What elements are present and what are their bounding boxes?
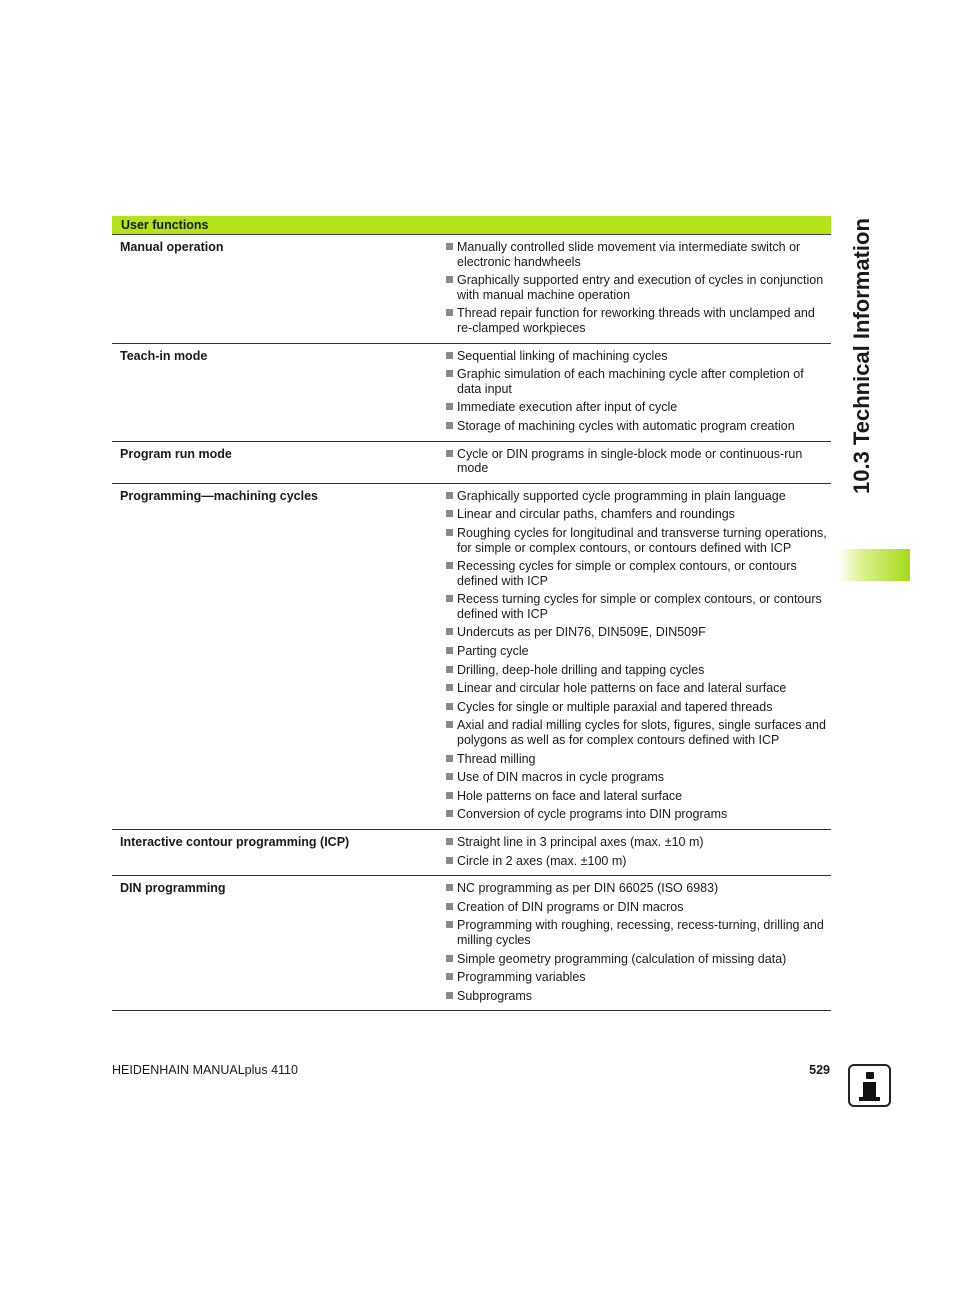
section-label: Teach-in mode <box>120 348 208 363</box>
square-bullet-icon <box>446 857 453 864</box>
table-header: User functions <box>112 216 831 235</box>
list-item-text: Graphic simulation of each machining cycle after completion of data input <box>457 367 804 396</box>
list-item-text: Drilling, deep-hole drilling and tapping cycles <box>457 662 705 677</box>
list-item <box>445 854 831 869</box>
list-item <box>445 419 831 434</box>
square-bullet-icon <box>446 529 453 536</box>
square-bullet-icon <box>446 309 453 316</box>
square-bullet-icon <box>446 666 453 673</box>
section-label: Program run mode <box>120 446 232 461</box>
chapter-tab-marker <box>838 549 910 581</box>
list-item-text: NC programming as per DIN 66025 (ISO 6983) <box>457 881 719 896</box>
square-bullet-icon <box>446 903 453 910</box>
list-item-text: Cycle or DIN programs in single-block mode or continuous-run mode <box>457 446 803 476</box>
list-item <box>445 349 831 364</box>
info-icon <box>848 1064 891 1107</box>
table-body <box>112 235 831 1011</box>
list-item-text: Simple geometry programming (calculation of missing data) <box>457 951 787 966</box>
square-bullet-icon <box>446 955 453 962</box>
list-item <box>445 918 831 947</box>
square-bullet-icon <box>446 773 453 780</box>
list-item <box>445 700 831 715</box>
square-bullet-icon <box>446 647 453 654</box>
table-row <box>112 876 831 1011</box>
square-bullet-icon <box>446 973 453 980</box>
list-item-text: Subprograms <box>457 988 533 1003</box>
square-bullet-icon <box>446 450 453 457</box>
square-bullet-icon <box>446 684 453 691</box>
square-bullet-icon <box>446 595 453 602</box>
square-bullet-icon <box>446 838 453 845</box>
square-bullet-icon <box>446 352 453 359</box>
section-label: Interactive contour programming (ICP) <box>120 835 350 849</box>
list-item-text: Undercuts as per DIN76, DIN509E, DIN509F <box>457 625 706 640</box>
feature-list <box>445 240 831 336</box>
section-label: Programming—machining cycles <box>120 488 318 503</box>
list-item <box>445 625 831 640</box>
list-item-text: Use of DIN macros in cycle programs <box>457 770 665 785</box>
list-item <box>445 663 831 678</box>
square-bullet-icon <box>446 562 453 569</box>
list-item <box>445 770 831 785</box>
list-item <box>445 835 831 850</box>
feature-list <box>445 489 831 822</box>
table-row <box>112 830 831 876</box>
square-bullet-icon <box>446 370 453 377</box>
list-item <box>445 952 831 967</box>
list-item <box>445 592 831 621</box>
list-item-text: Hole patterns on face and lateral surface <box>457 788 683 803</box>
square-bullet-icon <box>446 403 453 410</box>
square-bullet-icon <box>446 492 453 499</box>
feature-list <box>445 881 831 1003</box>
list-item <box>445 240 831 269</box>
list-item-text: Parting cycle <box>457 644 529 659</box>
list-item-text: Straight line in 3 principal axes (max. ±10 m) <box>457 835 704 849</box>
list-item <box>445 900 831 915</box>
square-bullet-icon <box>446 755 453 762</box>
list-item <box>445 718 831 747</box>
square-bullet-icon <box>446 703 453 710</box>
list-item-text: Graphically supported entry and execution of cycles in conjunction with manual machine operation <box>457 273 824 302</box>
list-item-text: Circle in 2 axes (max. ±100 m) <box>457 853 627 868</box>
square-bullet-icon <box>446 276 453 283</box>
list-item-text: Recessing cycles for simple or complex contours, or contours defined with ICP <box>457 559 797 588</box>
list-item-text: Storage of machining cycles with automatic program creation <box>457 418 795 433</box>
list-item-text: Programming variables <box>457 970 586 985</box>
table-row <box>112 484 831 830</box>
list-item <box>445 989 831 1004</box>
list-item-text: Graphically supported cycle programming in plain language <box>457 488 786 503</box>
list-item <box>445 807 831 822</box>
list-item <box>445 273 831 302</box>
list-item <box>445 306 831 335</box>
list-item <box>445 881 831 896</box>
list-item <box>445 752 831 767</box>
table-row <box>112 235 831 344</box>
square-bullet-icon <box>446 992 453 999</box>
list-item <box>445 644 831 659</box>
list-item-text: Manually controlled slide movement via intermediate switch or electronic handwheels <box>457 240 801 269</box>
list-item <box>445 970 831 985</box>
square-bullet-icon <box>446 243 453 250</box>
list-item-text: Recess turning cycles for simple or complex contours, or contours defined with ICP <box>457 592 822 621</box>
user-functions-table <box>112 216 831 1011</box>
list-item-text: Programming with roughing, recessing, recess-turning, drilling and milling cycles <box>457 918 824 947</box>
list-item-text: Creation of DIN programs or DIN macros <box>457 899 684 914</box>
list-item-text: Linear and circular paths, chamfers and roundings <box>457 507 735 522</box>
list-item <box>445 489 831 504</box>
list-item <box>445 400 831 415</box>
list-item <box>445 447 831 476</box>
square-bullet-icon <box>446 628 453 635</box>
feature-list <box>445 835 831 868</box>
feature-list <box>445 349 831 434</box>
section-label: Manual operation <box>120 240 224 254</box>
square-bullet-icon <box>446 921 453 928</box>
list-item-text: Thread repair function for reworking threads with unclamped and re-clamped workpieces <box>457 306 815 335</box>
list-item-text: Conversion of cycle programs into DIN programs <box>457 807 728 822</box>
list-item-text: Linear and circular hole patterns on face and lateral surface <box>457 681 787 696</box>
feature-list <box>445 447 831 476</box>
list-item <box>445 789 831 804</box>
square-bullet-icon <box>446 422 453 429</box>
table-row <box>112 442 831 484</box>
list-item <box>445 367 831 396</box>
list-item-text: Axial and radial milling cycles for slots, figures, single surfaces and polygons as well as for complex contours defined with ICP <box>457 718 826 748</box>
square-bullet-icon <box>446 792 453 799</box>
footer-manual-name: HEIDENHAIN MANUALplus 4110 <box>112 1063 298 1077</box>
square-bullet-icon <box>446 884 453 891</box>
page-number: 529 <box>809 1063 830 1077</box>
section-label: DIN programming <box>120 881 226 896</box>
list-item <box>445 559 831 588</box>
list-item-text: Immediate execution after input of cycle <box>457 400 678 415</box>
list-item <box>445 681 831 696</box>
list-item-text: Cycles for single or multiple paraxial and tapered threads <box>457 699 773 714</box>
list-item <box>445 526 831 555</box>
square-bullet-icon <box>446 810 453 817</box>
list-item <box>445 507 831 522</box>
section-title-vertical: 10.3 Technical Information <box>849 218 874 494</box>
list-item-text: Roughing cycles for longitudinal and transverse turning operations, for simple or complex contours, or contours defined with ICP <box>457 525 827 555</box>
list-item-text: Sequential linking of machining cycles <box>457 348 668 363</box>
table-row <box>112 344 831 442</box>
list-item-text: Thread milling <box>457 751 536 766</box>
square-bullet-icon <box>446 510 453 517</box>
square-bullet-icon <box>446 721 453 728</box>
